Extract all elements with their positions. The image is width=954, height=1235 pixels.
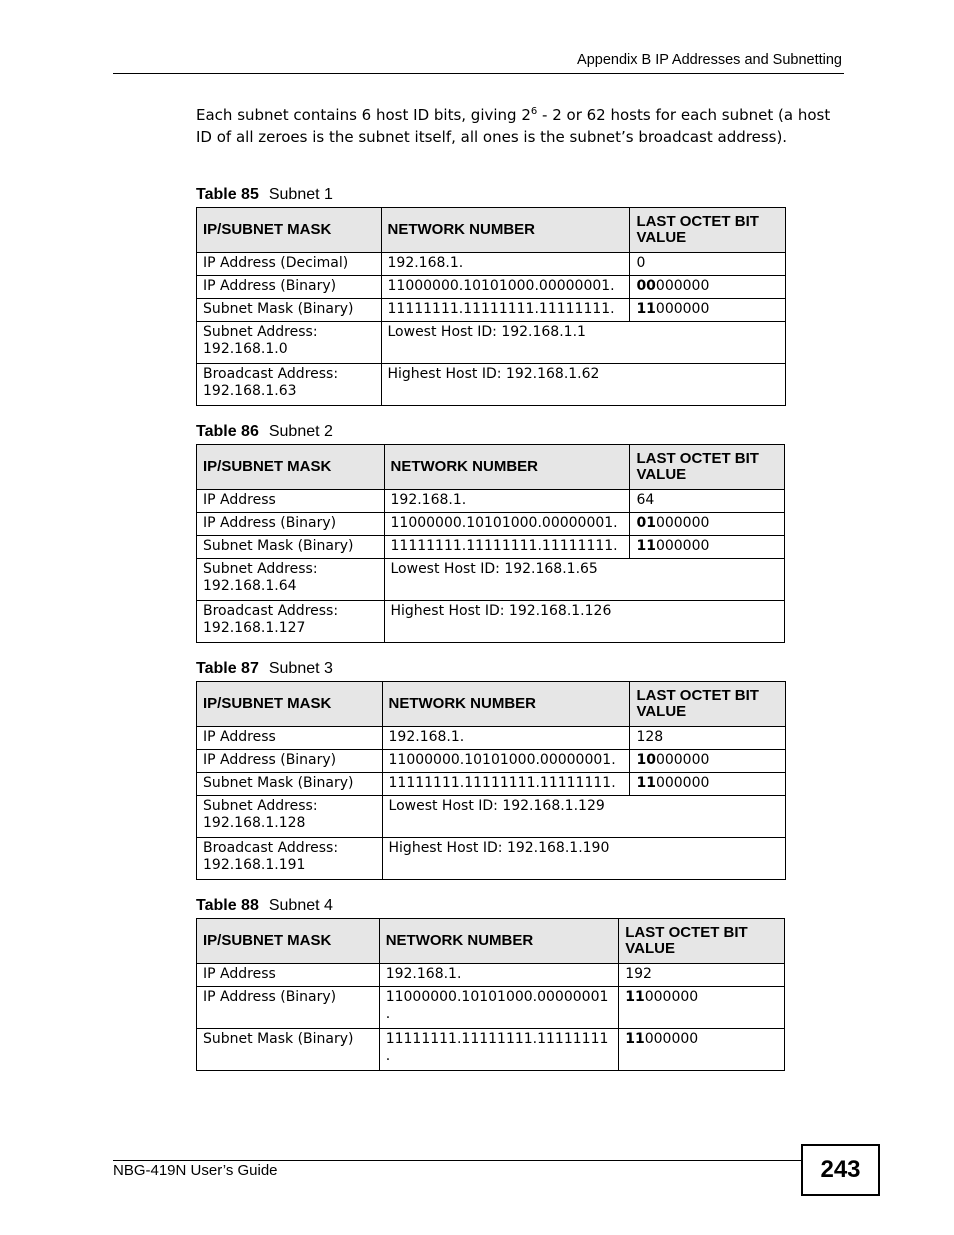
table-label: Table 86 xyxy=(196,423,259,440)
bit-value-rest: 64 xyxy=(636,492,655,508)
bit-value-cell xyxy=(630,750,786,773)
bit-value-bold: 11 xyxy=(625,1031,645,1047)
network-cell: 192.168.1. xyxy=(382,727,630,750)
bit-value-rest: 192 xyxy=(625,966,652,982)
mask-cell: IP Address (Binary) xyxy=(197,513,385,536)
bit-value-bold: 11 xyxy=(625,989,645,1005)
column-header: LAST OCTET BIT VALUE xyxy=(630,208,786,253)
bit-value-cell xyxy=(619,1029,785,1071)
table-title: Subnet 1 xyxy=(268,186,333,203)
bit-value-cell xyxy=(619,964,785,987)
bit-value-rest: 0 xyxy=(636,255,646,271)
intro-text-after: - 2 or 62 hosts for each subnet (a host ID of all zeroes is the subnet itself, all ones is the subnet’s broadcast address). xyxy=(196,106,831,146)
table-label: Table 87 xyxy=(196,660,259,677)
table-header-row xyxy=(197,682,786,727)
header-rule xyxy=(113,73,844,74)
bit-value-cell xyxy=(630,490,785,513)
bit-value-cell xyxy=(630,536,785,559)
broadcast-address-value: 192.168.1.191 xyxy=(203,857,306,873)
column-header: IP/SUBNET MASK xyxy=(197,682,383,727)
subnet-address-row xyxy=(197,796,786,838)
bit-value-bold: 10 xyxy=(636,752,656,768)
subnet-address-cell xyxy=(197,322,382,364)
table-row xyxy=(197,964,785,987)
network-cell: 11111111.11111111.11111111. xyxy=(382,773,630,796)
bit-value-cell xyxy=(619,987,785,1029)
broadcast-address-cell xyxy=(197,838,383,880)
highest-host-cell: Highest Host ID: 192.168.1.190 xyxy=(382,838,785,880)
mask-cell: Subnet Mask (Binary) xyxy=(197,299,382,322)
table-row xyxy=(197,276,786,299)
subnet-table-87 xyxy=(196,681,786,880)
subnet-address-label: Subnet Address: xyxy=(203,561,318,577)
column-header: IP/SUBNET MASK xyxy=(197,919,380,964)
broadcast-address-label: Broadcast Address: xyxy=(203,840,339,856)
bit-value-bold: 11 xyxy=(636,775,656,791)
broadcast-address-value: 192.168.1.63 xyxy=(203,383,297,399)
network-cell: 11111111.11111111.11111111. xyxy=(381,299,630,322)
table-caption-85 xyxy=(196,186,333,204)
lowest-host-cell: Lowest Host ID: 192.168.1.65 xyxy=(384,559,785,601)
broadcast-address-label: Broadcast Address: xyxy=(203,603,339,619)
table-row xyxy=(197,987,785,1029)
bit-value-rest: 000000 xyxy=(655,278,710,294)
bit-value-cell xyxy=(630,773,786,796)
bit-value-cell xyxy=(630,253,786,276)
lowest-host-cell: Lowest Host ID: 192.168.1.129 xyxy=(382,796,785,838)
mask-cell: Subnet Mask (Binary) xyxy=(197,773,383,796)
table-caption-87 xyxy=(196,660,333,678)
column-header: NETWORK NUMBER xyxy=(384,445,630,490)
table-row xyxy=(197,773,786,796)
network-cell: 192.168.1. xyxy=(384,490,630,513)
bit-value-bold: 01 xyxy=(636,515,656,531)
mask-cell: IP Address (Decimal) xyxy=(197,253,382,276)
table-row xyxy=(197,536,785,559)
highest-host-cell: Highest Host ID: 192.168.1.62 xyxy=(381,364,786,406)
subnet-table-85 xyxy=(196,207,786,406)
table-row xyxy=(197,253,786,276)
mask-cell: IP Address xyxy=(197,727,383,750)
bit-value-rest: 000000 xyxy=(644,1031,699,1047)
bit-value-bold: 00 xyxy=(636,278,656,294)
bit-value-rest: 000000 xyxy=(655,775,710,791)
subnet-address-value: 192.168.1.64 xyxy=(203,578,297,594)
bit-value-rest: 128 xyxy=(636,729,664,745)
broadcast-address-label: Broadcast Address: xyxy=(203,366,339,382)
subnet-address-row xyxy=(197,322,786,364)
subnet-address-value: 192.168.1.128 xyxy=(203,815,306,831)
subnet-address-cell xyxy=(197,559,385,601)
table-label: Table 85 xyxy=(196,186,259,203)
guide-title: NBG-419N User’s Guide xyxy=(113,1162,278,1179)
lowest-host-cell: Lowest Host ID: 192.168.1.1 xyxy=(381,322,786,364)
mask-cell: IP Address (Binary) xyxy=(197,750,383,773)
mask-cell: IP Address (Binary) xyxy=(197,276,382,299)
bit-value-rest: 000000 xyxy=(644,989,699,1005)
column-header: NETWORK NUMBER xyxy=(382,682,630,727)
table-header-row xyxy=(197,919,785,964)
mask-cell: Subnet Mask (Binary) xyxy=(197,536,385,559)
subnet-address-cell xyxy=(197,796,383,838)
broadcast-address-row xyxy=(197,838,786,880)
network-cell: 11111111.11111111.11111111. xyxy=(384,536,630,559)
page-number: 243 xyxy=(801,1144,880,1196)
network-cell: 192.168.1. xyxy=(381,253,630,276)
mask-cell: Subnet Mask (Binary) xyxy=(197,1029,380,1071)
subnet-address-label: Subnet Address: xyxy=(203,798,318,814)
table-caption-86 xyxy=(196,423,333,441)
column-header: NETWORK NUMBER xyxy=(381,208,630,253)
subnet-table-86 xyxy=(196,444,785,643)
bit-value-cell xyxy=(630,727,786,750)
bit-value-bold: 11 xyxy=(636,301,656,317)
bit-value-rest: 000000 xyxy=(655,538,710,554)
column-header: IP/SUBNET MASK xyxy=(197,445,385,490)
bit-value-cell xyxy=(630,276,786,299)
table-row xyxy=(197,750,786,773)
table-label: Table 88 xyxy=(196,897,259,914)
running-header: Appendix B IP Addresses and Subnetting xyxy=(577,52,842,68)
table-row xyxy=(197,1029,785,1071)
mask-cell: IP Address xyxy=(197,490,385,513)
broadcast-address-row xyxy=(197,364,786,406)
network-cell: 11111111.11111111.11111111 . xyxy=(379,1029,619,1071)
subnet-address-value: 192.168.1.0 xyxy=(203,341,288,357)
bit-value-rest: 000000 xyxy=(655,301,710,317)
broadcast-address-cell xyxy=(197,601,385,643)
column-header: LAST OCTET BIT VALUE xyxy=(630,682,786,727)
bit-value-cell xyxy=(630,513,785,536)
table-header-row xyxy=(197,208,786,253)
mask-cell: IP Address xyxy=(197,964,380,987)
column-header: LAST OCTET BIT VALUE xyxy=(630,445,785,490)
network-cell: 11000000.10101000.00000001. xyxy=(381,276,630,299)
broadcast-address-row xyxy=(197,601,785,643)
broadcast-address-value: 192.168.1.127 xyxy=(203,620,306,636)
bit-value-rest: 000000 xyxy=(655,515,710,531)
network-cell: 11000000.10101000.00000001. xyxy=(382,750,630,773)
table-title: Subnet 4 xyxy=(268,897,333,914)
broadcast-address-cell xyxy=(197,364,382,406)
subnet-address-label: Subnet Address: xyxy=(203,324,318,340)
network-cell: 192.168.1. xyxy=(379,964,619,987)
subnet-table-88 xyxy=(196,918,785,1071)
footer-rule xyxy=(113,1160,801,1161)
table-title: Subnet 3 xyxy=(268,660,333,677)
intro-text-before: Each subnet contains 6 host ID bits, giving 2 xyxy=(196,106,531,124)
column-header: IP/SUBNET MASK xyxy=(197,208,382,253)
bit-value-cell xyxy=(630,299,786,322)
intro-superscript: 6 xyxy=(530,106,538,117)
table-title: Subnet 2 xyxy=(268,423,333,440)
bit-value-bold: 11 xyxy=(636,538,656,554)
table-row xyxy=(197,299,786,322)
subnet-address-row xyxy=(197,559,785,601)
table-row xyxy=(197,490,785,513)
table-row xyxy=(197,727,786,750)
bit-value-rest: 000000 xyxy=(655,752,710,768)
intro-paragraph xyxy=(196,104,836,148)
network-cell: 11000000.10101000.00000001. xyxy=(384,513,630,536)
table-header-row xyxy=(197,445,785,490)
column-header: NETWORK NUMBER xyxy=(379,919,619,964)
table-caption-88 xyxy=(196,897,333,915)
network-cell: 11000000.10101000.00000001 . xyxy=(379,987,619,1029)
column-header: LAST OCTET BIT VALUE xyxy=(619,919,785,964)
mask-cell: IP Address (Binary) xyxy=(197,987,380,1029)
table-row xyxy=(197,513,785,536)
highest-host-cell: Highest Host ID: 192.168.1.126 xyxy=(384,601,785,643)
